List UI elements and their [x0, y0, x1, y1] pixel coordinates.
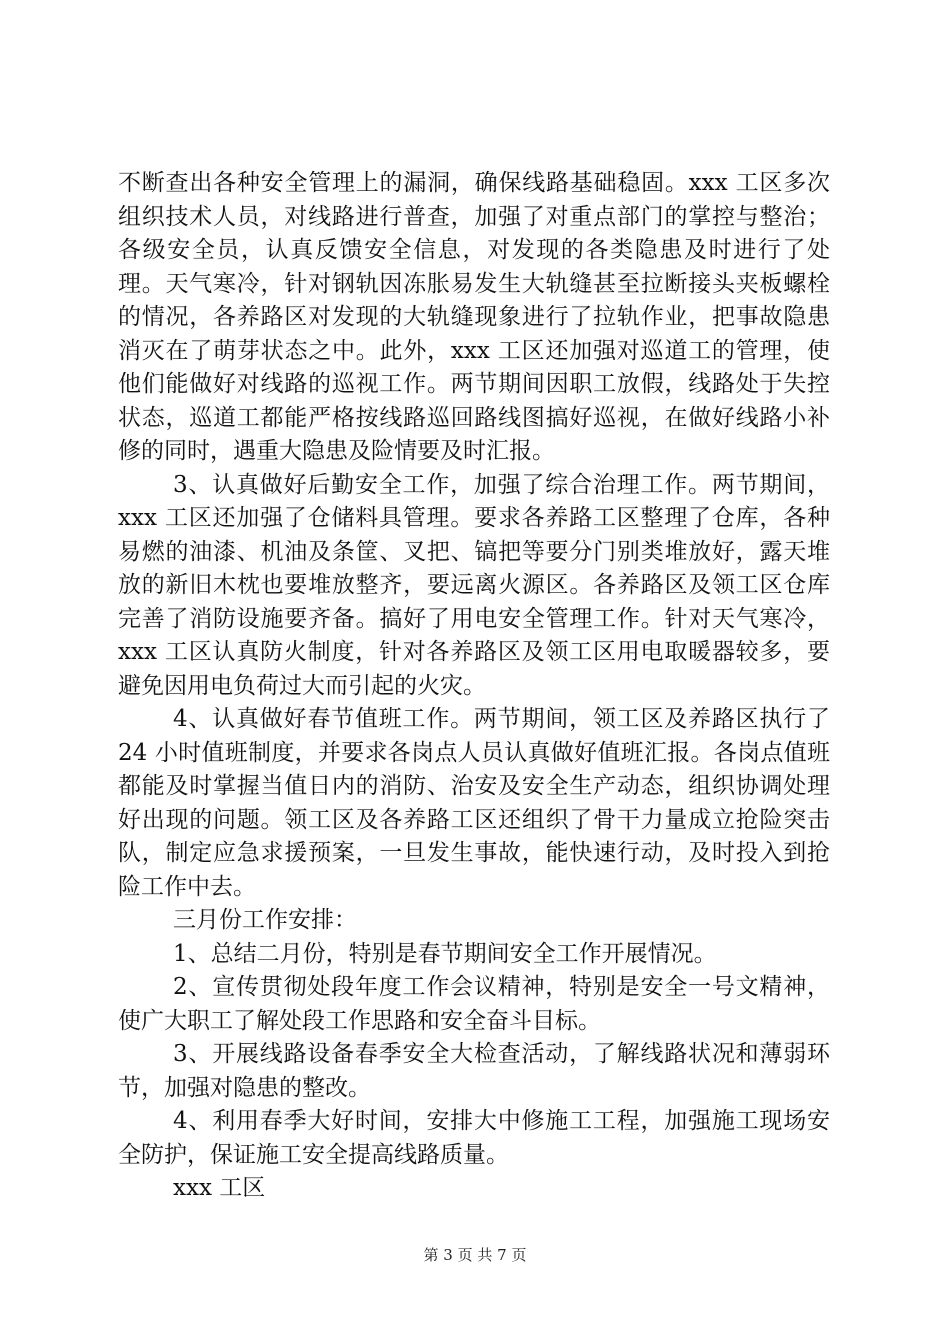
- plan-item-2: 2、宣传贯彻处段年度工作会议精神，特别是安全一号文精神，使广大职工了解处段工作思路和安全奋斗目标。: [118, 974, 830, 1034]
- document-body: [118, 167, 830, 1206]
- paragraph-continued: 不断查出各种安全管理上的漏洞，确保线路基础稳固。xxx 工区多次组织技术人员，对线路进行普查，加强了对重点部门的掌控与整治；各级安全员，认真反馈安全信息，对发现的各类隐患及时进行了处理。天气寒冷，针对钢轨因冻胀易发生大轨缝甚至拉断接头夹板螺栓的情况，各养路区对发现的大轨缝现象进行了拉轨作业，把事故隐患消灭在了萌芽状态之中。此外，xxx 工区还加强对巡道工的管理，使他们能做好对线路的巡视工作。两节期间因职工放假，线路处于失控状态，巡道工都能严格按线路巡回路线图搞好巡视，在做好线路小补修的同时，遇重大隐患及险情要及时汇报。: [118, 170, 830, 464]
- plan-item-3: 3、开展线路设备春季安全大检查活动，了解线路状况和薄弱环节，加强对隐患的整改。: [118, 1041, 830, 1101]
- signature-line: xxx 工区: [173, 1175, 266, 1201]
- section-heading-march-plan: 三月份工作安排：: [173, 907, 357, 933]
- paragraph-item-3: 3、认真做好后勤安全工作，加强了综合治理工作。两节期间，xxx 工区还加强了仓储料具管理。要求各养路工区整理了仓库，各种易燃的油漆、机油及条筐、叉把、镐把等要分门别类堆放好，露天堆放的新旧木枕也要堆放整齐，要远离火源区。各养路区及领工区仓库完善了消防设施要齐备。搞好了用电安全管理工作。针对天气寒冷，xxx 工区认真防火制度，针对各养路区及领工区用电取暖器较多，要避免因用电负荷过大而引起的火灾。: [118, 471, 830, 699]
- plan-item-4: 4、利用春季大好时间，安排大中修施工工程，加强施工现场安全防护，保证施工安全提高线路质量。: [118, 1108, 830, 1168]
- page-number-footer: 第 3 页 共 7 页: [423, 1246, 527, 1264]
- paragraph-item-4: 4、认真做好春节值班工作。两节期间，领工区及养路区执行了 24 小时值班制度，并要求各岗点人员认真做好值班汇报。各岗点值班都能及时掌握当值日内的消防、治安及安全生产动态，组织协调处理好出现的问题。领工区及各养路工区还组织了骨干力量成立抢险突击队，制定应急求援预案，一旦发生事故，能快速行动，及时投入到抢险工作中去。: [118, 706, 830, 900]
- plan-item-1: 1、总结二月份，特别是春节期间安全工作开展情况。: [173, 940, 717, 967]
